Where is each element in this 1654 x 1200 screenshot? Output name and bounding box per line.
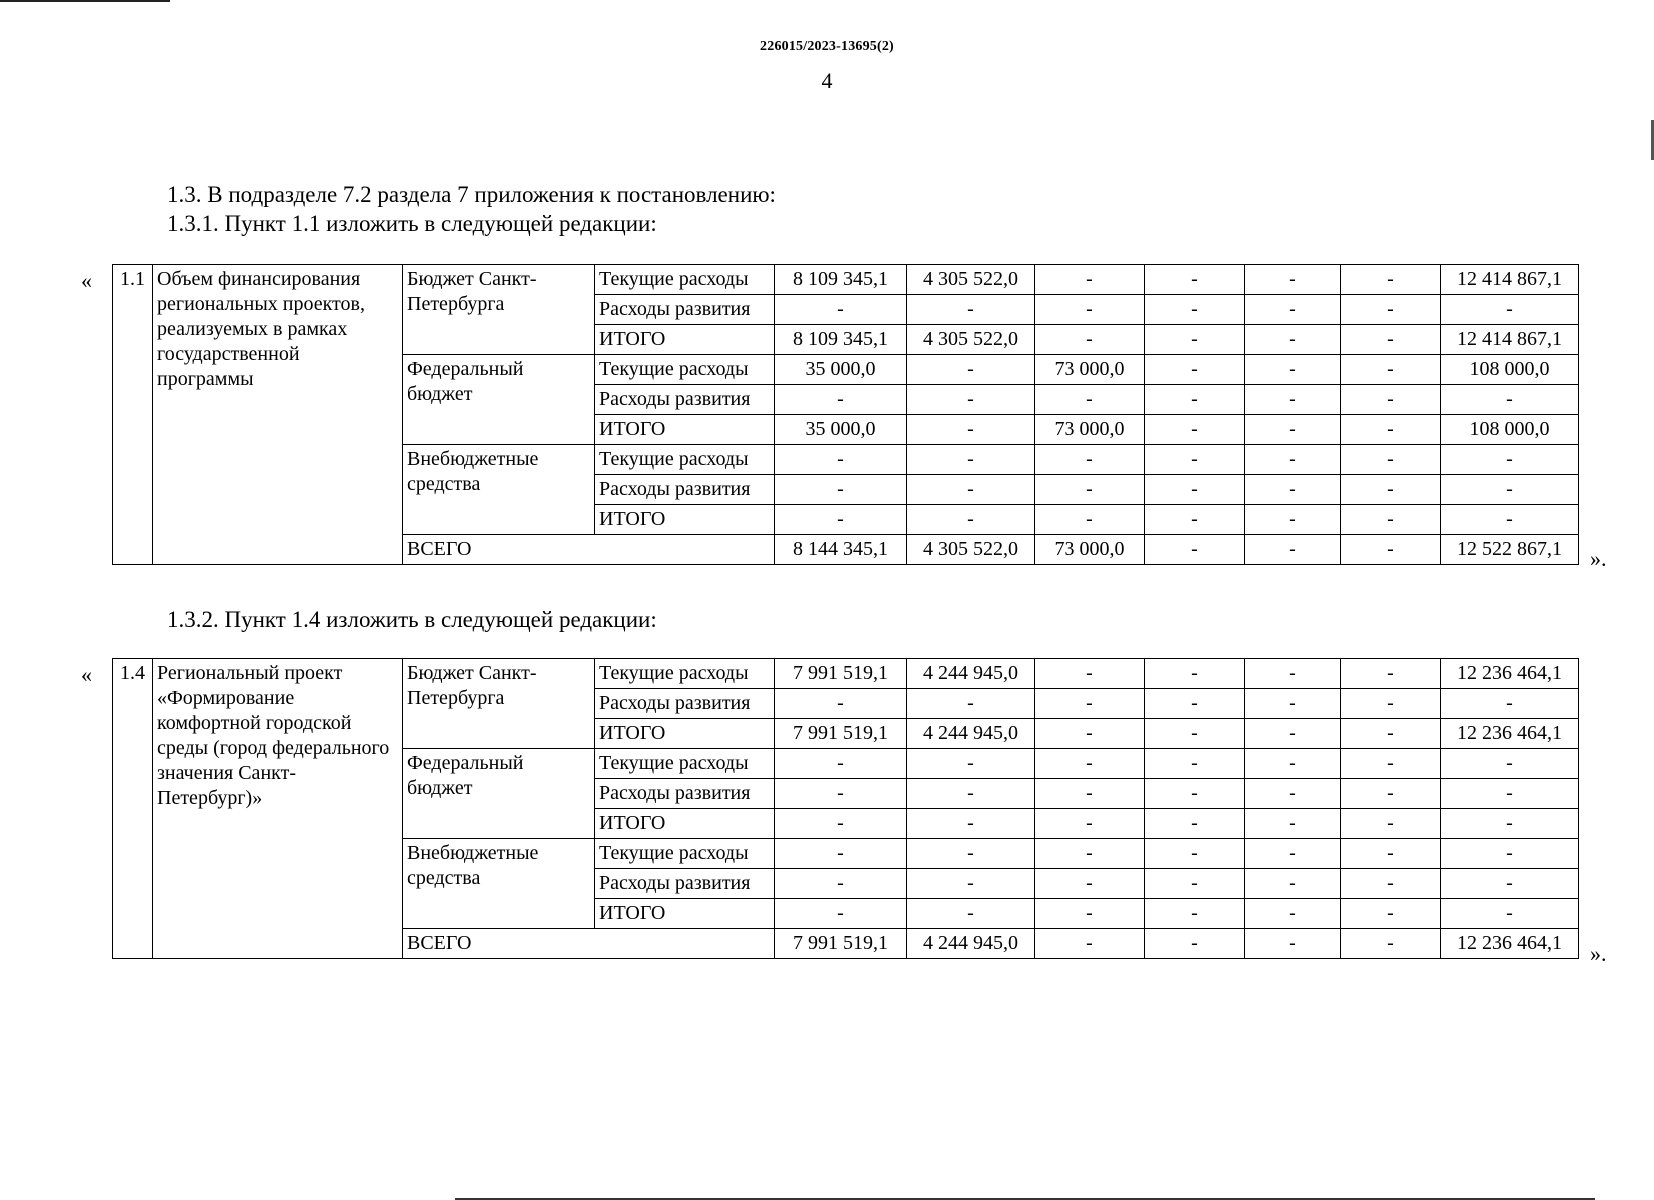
- value-cell: -: [1035, 659, 1145, 689]
- value-cell: -: [1035, 809, 1145, 839]
- funding-source: Бюджет Санкт-Петербурга: [403, 659, 595, 749]
- value-cell: -: [907, 899, 1035, 929]
- value-cell: -: [1341, 749, 1441, 779]
- value-cell: -: [1341, 355, 1441, 385]
- value-cell: -: [1341, 445, 1441, 475]
- expense-type: Расходы развития: [595, 869, 775, 899]
- financing-table-1-1: [112, 264, 1579, 565]
- item-name: Объем финансирования региональных проектов, реализуемых в рамках государственной программы: [153, 265, 403, 565]
- value-cell: -: [1145, 325, 1245, 355]
- value-cell: -: [1245, 505, 1341, 535]
- expense-type: Текущие расходы: [595, 659, 775, 689]
- open-quote: «: [81, 662, 92, 687]
- value-cell: 12 414 867,1: [1441, 265, 1579, 295]
- value-cell: -: [775, 839, 907, 869]
- value-cell: -: [1341, 505, 1441, 535]
- expense-type: Расходы развития: [595, 295, 775, 325]
- value-cell: -: [1245, 325, 1341, 355]
- page-number: 4: [821, 68, 833, 93]
- total-value-cell: 4 244 945,0: [907, 929, 1035, 959]
- total-value-cell: 12 236 464,1: [1441, 929, 1579, 959]
- value-cell: -: [1145, 899, 1245, 929]
- value-cell: -: [907, 839, 1035, 869]
- value-cell: -: [1035, 325, 1145, 355]
- value-cell: 4 244 945,0: [907, 719, 1035, 749]
- funding-source: Бюджет Санкт-Петербурга: [403, 265, 595, 355]
- value-cell: -: [1341, 869, 1441, 899]
- value-cell: -: [907, 355, 1035, 385]
- paragraph-1-3-2: 1.3.2. Пункт 1.4 изложить в следующей редакции:: [167, 607, 657, 632]
- funding-source: Федеральный бюджет: [403, 355, 595, 445]
- value-cell: -: [907, 869, 1035, 899]
- value-cell: 108 000,0: [1441, 355, 1579, 385]
- value-cell: -: [1245, 749, 1341, 779]
- value-cell: -: [1145, 265, 1245, 295]
- total-value-cell: -: [1245, 929, 1341, 959]
- value-cell: -: [1145, 689, 1245, 719]
- value-cell: -: [1341, 689, 1441, 719]
- value-cell: -: [907, 505, 1035, 535]
- value-cell: -: [907, 779, 1035, 809]
- expense-type: ИТОГО: [595, 809, 775, 839]
- value-cell: 4 244 945,0: [907, 659, 1035, 689]
- item-index: 1.1: [113, 265, 153, 565]
- expense-type: Расходы развития: [595, 385, 775, 415]
- value-cell: -: [907, 385, 1035, 415]
- value-cell: -: [1245, 659, 1341, 689]
- value-cell: -: [1341, 415, 1441, 445]
- paragraph-1-3: 1.3. В подразделе 7.2 раздела 7 приложения к постановлению:: [167, 182, 776, 207]
- value-cell: -: [1035, 839, 1145, 869]
- value-cell: 8 109 345,1: [775, 265, 907, 295]
- total-value-cell: -: [1145, 535, 1245, 565]
- value-cell: -: [907, 475, 1035, 505]
- expense-type: ИТОГО: [595, 899, 775, 929]
- value-cell: -: [1441, 869, 1579, 899]
- value-cell: -: [1341, 385, 1441, 415]
- value-cell: 4 305 522,0: [907, 265, 1035, 295]
- value-cell: -: [1245, 779, 1341, 809]
- table-row: [113, 659, 1579, 689]
- total-value-cell: 73 000,0: [1035, 535, 1145, 565]
- value-cell: -: [1035, 719, 1145, 749]
- value-cell: 35 000,0: [775, 415, 907, 445]
- value-cell: -: [1145, 869, 1245, 899]
- value-cell: -: [1441, 505, 1579, 535]
- value-cell: -: [775, 475, 907, 505]
- value-cell: -: [1245, 445, 1341, 475]
- value-cell: -: [1441, 749, 1579, 779]
- total-value-cell: -: [1245, 535, 1341, 565]
- value-cell: -: [775, 809, 907, 839]
- value-cell: -: [775, 899, 907, 929]
- value-cell: -: [1341, 325, 1441, 355]
- value-cell: 12 236 464,1: [1441, 659, 1579, 689]
- funding-source: Внебюджетные средства: [403, 445, 595, 535]
- expense-type: Текущие расходы: [595, 355, 775, 385]
- value-cell: -: [1245, 719, 1341, 749]
- value-cell: -: [907, 689, 1035, 719]
- total-value-cell: 12 522 867,1: [1441, 535, 1579, 565]
- value-cell: -: [1245, 385, 1341, 415]
- item-index: 1.4: [113, 659, 153, 959]
- table-row: [113, 265, 1579, 295]
- value-cell: -: [775, 779, 907, 809]
- value-cell: -: [1145, 445, 1245, 475]
- value-cell: -: [1035, 749, 1145, 779]
- value-cell: -: [1341, 475, 1441, 505]
- value-cell: -: [1145, 505, 1245, 535]
- value-cell: -: [1245, 869, 1341, 899]
- value-cell: -: [1341, 839, 1441, 869]
- value-cell: -: [1441, 445, 1579, 475]
- value-cell: -: [1035, 899, 1145, 929]
- expense-type: Расходы развития: [595, 689, 775, 719]
- value-cell: -: [1245, 689, 1341, 719]
- expense-type: Расходы развития: [595, 475, 775, 505]
- value-cell: -: [907, 749, 1035, 779]
- value-cell: -: [1145, 749, 1245, 779]
- value-cell: 8 109 345,1: [775, 325, 907, 355]
- value-cell: -: [1341, 899, 1441, 929]
- value-cell: -: [1245, 839, 1341, 869]
- value-cell: -: [907, 295, 1035, 325]
- value-cell: -: [1035, 475, 1145, 505]
- open-quote: «: [81, 268, 92, 293]
- total-value-cell: -: [1035, 929, 1145, 959]
- expense-type: ИТОГО: [595, 415, 775, 445]
- value-cell: -: [1341, 295, 1441, 325]
- value-cell: -: [775, 869, 907, 899]
- value-cell: -: [775, 385, 907, 415]
- total-value-cell: 8 144 345,1: [775, 535, 907, 565]
- expense-type: ИТОГО: [595, 505, 775, 535]
- value-cell: -: [1145, 809, 1245, 839]
- value-cell: -: [1245, 899, 1341, 929]
- value-cell: -: [775, 445, 907, 475]
- value-cell: -: [907, 445, 1035, 475]
- value-cell: -: [1441, 809, 1579, 839]
- value-cell: -: [1341, 265, 1441, 295]
- expense-type: Текущие расходы: [595, 265, 775, 295]
- value-cell: -: [907, 415, 1035, 445]
- value-cell: -: [1441, 689, 1579, 719]
- value-cell: -: [1245, 295, 1341, 325]
- value-cell: -: [1145, 839, 1245, 869]
- value-cell: -: [1145, 295, 1245, 325]
- value-cell: -: [1035, 445, 1145, 475]
- close-quote: ».: [1590, 941, 1607, 966]
- expense-type: Текущие расходы: [595, 839, 775, 869]
- value-cell: 12 236 464,1: [1441, 719, 1579, 749]
- funding-source: Федеральный бюджет: [403, 749, 595, 839]
- value-cell: -: [1245, 475, 1341, 505]
- total-label: ВСЕГО: [403, 929, 775, 959]
- expense-type: Текущие расходы: [595, 749, 775, 779]
- value-cell: -: [1441, 779, 1579, 809]
- document-id: 226015/2023-13695(2): [760, 39, 894, 54]
- value-cell: -: [1145, 385, 1245, 415]
- value-cell: -: [1341, 809, 1441, 839]
- value-cell: -: [1035, 265, 1145, 295]
- value-cell: 4 305 522,0: [907, 325, 1035, 355]
- value-cell: -: [1441, 475, 1579, 505]
- value-cell: -: [775, 505, 907, 535]
- value-cell: -: [1035, 385, 1145, 415]
- value-cell: 108 000,0: [1441, 415, 1579, 445]
- value-cell: -: [775, 689, 907, 719]
- expense-type: Расходы развития: [595, 779, 775, 809]
- top-rule: [0, 0, 170, 2]
- value-cell: -: [907, 809, 1035, 839]
- total-value-cell: 7 991 519,1: [775, 929, 907, 959]
- value-cell: 73 000,0: [1035, 355, 1145, 385]
- value-cell: -: [1145, 475, 1245, 505]
- expense-type: ИТОГО: [595, 719, 775, 749]
- value-cell: -: [1145, 415, 1245, 445]
- total-value-cell: -: [1145, 929, 1245, 959]
- value-cell: -: [1245, 265, 1341, 295]
- value-cell: 12 414 867,1: [1441, 325, 1579, 355]
- value-cell: -: [1035, 295, 1145, 325]
- value-cell: -: [1441, 839, 1579, 869]
- value-cell: -: [775, 749, 907, 779]
- value-cell: -: [1145, 659, 1245, 689]
- value-cell: -: [1441, 385, 1579, 415]
- value-cell: -: [1035, 505, 1145, 535]
- value-cell: -: [1245, 809, 1341, 839]
- value-cell: -: [1441, 295, 1579, 325]
- value-cell: -: [1035, 689, 1145, 719]
- value-cell: 7 991 519,1: [775, 719, 907, 749]
- item-name: Региональный проект «Формирование комфортной городской среды (город федерального значения Санкт-Петербург)»: [153, 659, 403, 959]
- value-cell: -: [1341, 659, 1441, 689]
- value-cell: -: [1441, 899, 1579, 929]
- value-cell: 73 000,0: [1035, 415, 1145, 445]
- value-cell: -: [1245, 355, 1341, 385]
- paragraph-1-3-1: 1.3.1. Пункт 1.1 изложить в следующей редакции:: [167, 211, 657, 236]
- value-cell: -: [1145, 779, 1245, 809]
- total-value-cell: -: [1341, 535, 1441, 565]
- expense-type: ИТОГО: [595, 325, 775, 355]
- value-cell: -: [1035, 869, 1145, 899]
- value-cell: 35 000,0: [775, 355, 907, 385]
- total-label: ВСЕГО: [403, 535, 775, 565]
- value-cell: -: [1035, 779, 1145, 809]
- total-value-cell: 4 305 522,0: [907, 535, 1035, 565]
- value-cell: -: [1341, 779, 1441, 809]
- expense-type: Текущие расходы: [595, 445, 775, 475]
- value-cell: -: [775, 295, 907, 325]
- value-cell: -: [1145, 355, 1245, 385]
- value-cell: -: [1245, 415, 1341, 445]
- financing-table-1-4: [112, 658, 1579, 959]
- value-cell: 7 991 519,1: [775, 659, 907, 689]
- total-value-cell: -: [1341, 929, 1441, 959]
- value-cell: -: [1341, 719, 1441, 749]
- value-cell: -: [1145, 719, 1245, 749]
- close-quote: ».: [1590, 546, 1607, 571]
- funding-source: Внебюджетные средства: [403, 839, 595, 929]
